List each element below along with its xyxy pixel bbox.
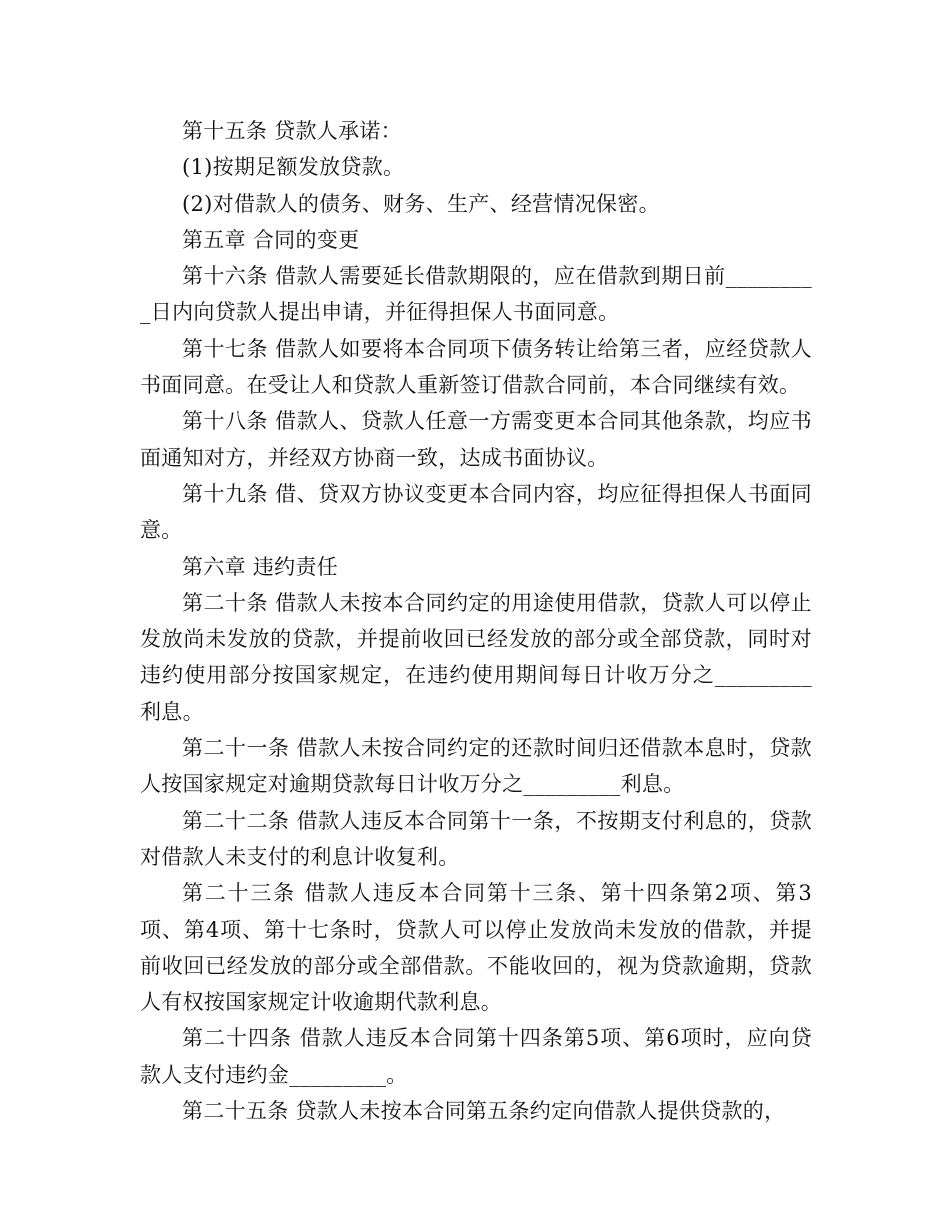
document-body: [140, 113, 812, 1129]
chapter-5-heading: 第五章 合同的变更: [182, 227, 360, 252]
clause-18: 第十八条 借款人、贷款人任意一方需变更本合同其他条款，均应书面通知对方，并经双方协商一致，达成书面协议。: [140, 409, 812, 470]
clause-25: 第二十五条 贷款人未按本合同第五条约定向借款人提供贷款的，: [182, 1099, 786, 1124]
clause-23: 第二十三条 借款人违反本合同第十三条、第十四条第2项、第3项、第4项、第十七条时，贷款人可以停止发放尚未发放的借款，并提前收回已经发放的部分或全部借款。不能收回的，视为贷款逾期，贷款人有权按国家规定计收逾期代款利息。: [140, 881, 812, 1015]
clause-24: 第二十四条 借款人违反本合同第十四条第5项、第6项时，应向贷款人支付违约金_________。: [140, 1026, 812, 1087]
clause-17: 第十七条 借款人如要将本合同项下债务转让给第三者，应经贷款人书面同意。在受让人和贷款人重新签订借款合同前，本合同继续有效。: [140, 336, 812, 398]
clause-15-item-1: (1)按期足额发放贷款。: [182, 155, 405, 180]
clause-19: 第十九条 借、贷双方协议变更本合同内容，均应征得担保人书面同意。: [140, 481, 812, 543]
clause-16: 第十六条 借款人需要延长借款期限的，应在借款到期日前_________日内向贷款人提出申请，并征得担保人书面同意。: [140, 264, 812, 325]
clause-22: 第二十二条 借款人违反本合同第十一条，不按期支付利息的，贷款对借款人未支付的利息计收复利。: [140, 808, 812, 869]
chapter-6-heading: 第六章 违约责任: [182, 554, 339, 579]
clause-15-heading: 第十五条 贷款人承诺：: [182, 119, 402, 143]
clause-20: 第二十条 借款人未按本合同约定的用途使用借款，贷款人可以停止发放尚未发放的贷款，并提前收回已经发放的部分或全部贷款，同时对违约使用部分按国家规定，在违约使用期间每日计收万分之_________利息。: [140, 590, 812, 724]
clause-21: 第二十一条 借款人未按合同约定的还款时间归还借款本息时，贷款人按国家规定对逾期贷款每日计收万分之_________利息。: [140, 736, 812, 797]
clause-15-item-2: (2)对借款人的债务、财务、生产、经营情况保密。: [182, 191, 660, 216]
